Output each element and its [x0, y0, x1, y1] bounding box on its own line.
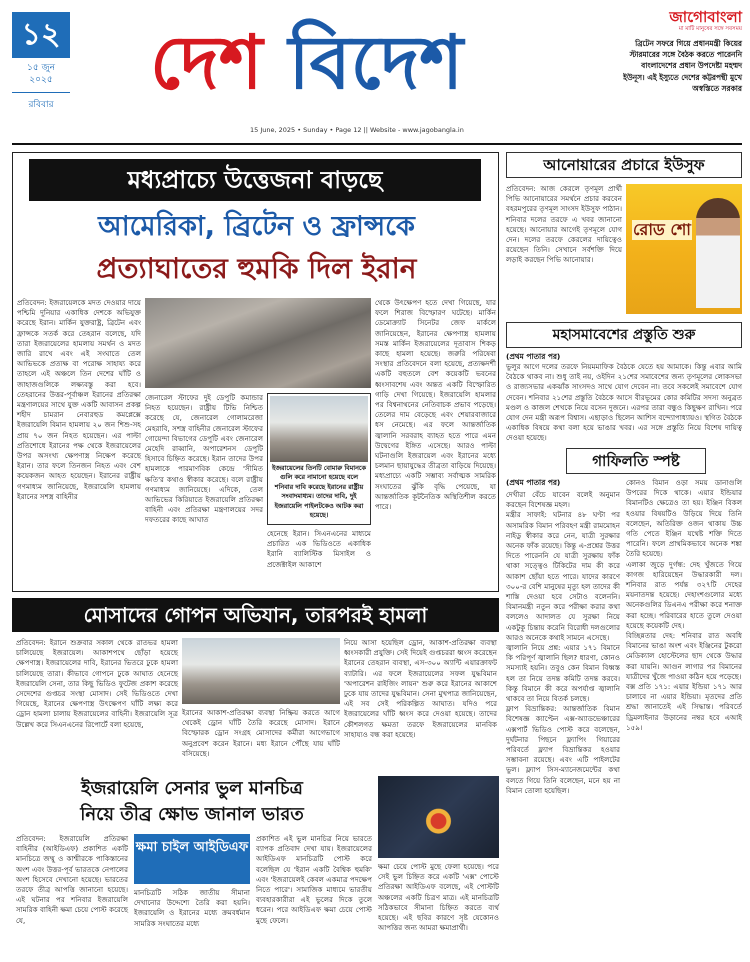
brand-tagline: মা মাটি মানুষের সঙ্গে সবসময় — [678, 26, 742, 32]
lead-headline-1: আমেরিকা, ব্রিটেন ও ফ্রান্সকে — [98, 211, 415, 242]
prep-story — [506, 322, 745, 443]
section-title-left: দেশ — [150, 20, 263, 106]
negligence-subhead: (প্রথম পাতার পর) — [506, 478, 561, 487]
page-number: ১২ — [12, 12, 70, 58]
map-col-2: মানচিত্রটি সঠিক জাতীয় সীমানা দেখানোর উদ্দেশ্যে তৈরি করা হয়নি। ইজরায়েলি ও ইরানের মধ্যে ক্রমবর্ধমান সামরিক সংঘাতের মধ্যে — [134, 888, 253, 928]
anwar-body: প্রতিবেদন: আজ কেরলে তৃণমূল প্রার্থী পিভি আনোয়ারের সমর্থনে প্রচার করবেন বহরমপুরের তৃণমূল সাংসদ ইউসুফ পাঠান। শনিবার দলের তরফে এ খবর জানানো হয়েছে। আনোয়ার আগেই তৃণমূলে যোগ দেন। দলের তরফে কেরলের দায়িত্বেও রয়েছেন তিনি। সেখানে সর্বশক্তি দিয়ে লড়াই করছেন পিভি আনোয়ার। — [506, 184, 625, 265]
poster-text: রোড শো — [633, 220, 691, 239]
mossad-col-2: ইরানের আকাশ-প্রতিরক্ষা ব্যবস্থা নিষ্ক্রিয় করতে আগে থেকেই ড্রোন ঘাঁটি তৈরি করেছে মোসাদ। ইরানে বিস্ফোরক ড্রোন সংগ্রহ মোসাদের কর্মীরা আগেভাগে অনুপ্রবেশ করেন ইরানে। মধ্য ইরানে পৌঁছে যায় ঘাঁটি বসিয়েছে। — [182, 708, 343, 758]
prep-body: ভুলুর আগে দলের তরফে নিয়মমাফিক বৈঠকে যেতে হয় আমাকে। কিন্তু এবার আমি বৈঠকে থাকব না। শুধু তাই নয়, ওইদিন ২১শের সমাবেশের জন্য তৃণমূলের লোকসভা ও রাজ্যসভার একঝাঁক সাংসদও সাথে যোগ দেবেন না। তবে সকলেই সমাবেশে যোগ দেবেন। শনিবার ২১শের প্রস্তুতি বৈঠকে আসে বীরভূমের কোর কমিটির সদস্য অনুব্রত মণ্ডল ও কাজল শেখকে নিয়ে বসেন দুজনে। এরপর তারা বন্ধুও কিছুক্ষণ রাখিন। পরে যোগ দেন মন্ত্রী অরূপ বিশ্বাস। এছাড়াও ছিলেন আশিস বন্দ্যোপাধ্যায়ও। স্থগিত বৈঠকে একাধিক বিষয়ে কথা বলা হয়ে ভাঙার খবর। এর সঙ্গে প্রস্তুতি নিয়ে বিশেষ দায়িত্ব দেওয়া হয়েছে। — [506, 362, 745, 443]
header-rule — [12, 143, 742, 145]
map-image — [378, 776, 499, 858]
map-col-3: প্রকাশিত এই ভুল মানচিত্র নিয়ে ভারতে ব্যাপক প্রতিবাদ দেখা যায়। ইজরায়েলের আইডিএফ মানচিত্রটি পোস্ট করে বলেছিল যে 'ইরান একটি বৈশ্বিক হুমকি' এবং 'ইজরায়েলই কেবল একমাত্র পদক্ষেপ নিতে পারে'। সামাজিক মাধ্যমে ভারতীয় ব্যবহারকারীরা এই ভুলের দিকে তুলে ধরেন। পরে আইডিএফ ক্ষমা চেয়ে পোস্ট মুছে ফেলে। — [256, 834, 375, 925]
prep-headline: মহাসমাবেশের প্রস্তুতি শুরু — [506, 322, 742, 348]
negligence-story — [506, 448, 742, 954]
anwar-headline: আনোয়ারের প্রচারে ইউসুফ — [506, 152, 742, 178]
lead-inset-photo — [270, 396, 368, 462]
mossad-story — [12, 598, 499, 768]
page-number-badge — [12, 12, 70, 116]
lead-inset-caption: ইজরায়েলের তিনটি বোমারু বিমানকে গুলি করে নামানো হয়েছে বলে শনিবার দাবি করেছে ইরানের রাষ্ট্রীয় সংবাদমাধ্যম। তাদের দাবি, দুই ইজরায়েলি পাইলটকেও আটক করা হয়েছে। — [272, 464, 366, 520]
section-title-right: বিদেশ — [288, 20, 464, 106]
brand-block — [604, 8, 742, 34]
map-col-1: প্রতিবেদন: ইজরায়েলি প্রতিরক্ষা বাহিনীর (আইডিএফ) প্রকাশিত একটি মানচিত্রে জম্মু ও কাশ্মীরকে পাকিস্তানের অংশ এবং উত্তর-পূর্ব ভারতকে নেপালের অংশ হিসেবে দেখানো হয়েছে। ভারতের তরফে তীব্র আপত্তি জানানো হয়েছে। এই ঘটনার পর শনিবার ইজরায়েলি সামরিক বাহিনী ক্ষমা চেয়ে পোস্ট করেছে যে, — [16, 834, 131, 925]
map-story — [12, 774, 502, 954]
negligence-col-1: দেখীরা বেঁচে যাবেন বলেই অনুমান করছেন বিশেষজ্ঞ মহল। মন্ত্রীর সাফাই: ঘটনার ৪৮ ঘণ্টা পর অসামরিক বিমান পরিবহণ মন্ত্রী রামমোহন নাইডু স্বীকার করে নেন, যাত্রী সুরক্ষার অনেক ফাঁক রয়েছে। কিন্তু এ-প্রশ্নের উত্তর দিতে পারেননি যে যাত্রী সুরক্ষায় ফাঁক থাকা সত্ত্বেও টিকিটের দাম কী করে আকাশ ছোঁয়া হতে পারে। যাদের কারণে ৩০০-র বেশি মানুষের মৃত্যু হল তাদের কী শাস্তি দেওয়া হবে সেটাও বলেননি। বিমানমন্ত্রী নতুন করে পরীক্ষা করার কথা বললেও আদালত যে সুরক্ষা নিয়ে একটুকু চিন্তায় করেনি বিরোধী দলগুলোর আরও অনেকে কথাই সামনে এসেছে। জ্বালানি নিয়ে প্রশ্ন: এয়ার ১৭১ বিমানে কি পরিপূর্ণ জ্বালানি ছিল? ধারণা, কোনও সমস্যাই হয়নি। তবুও কেন বিমান বিধ্বস্ত হল তা নিয়ে তদন্ত কমিটি তদন্ত করবে। কিন্তু বিমানে কী করে অপর্যাপ্ত জ্বালানি থাকবে তা নিয়ে বিতর্ক চলছে। ফ্লাপ বিভ্রান্তিকর: আন্তর্জাতিক বিমান বিশেষজ্ঞ ক্যাপ্টেন এক্স-অ্যাডভেঞ্চারের এক্সপার্ট ভিডিও পোস্ট করে বলেছেন, দুর্ঘটনার পিছনে ফ্ল্যাপিং গিয়ারের পরিবর্তে ফ্ল্যাপ বিভ্রান্তিকর হওয়ার সম্ভাবনা রয়েছে। এবং এটি পাইলটের ভুল। ফ্ল্যাপ সিস-ম্যানেজমেন্টের কথা বলতে গিয়ে তিনি বলেছেন, মনে হয় না বিমান তোলা হয়েছিল। — [506, 490, 620, 795]
prep-subhead: (প্রথম পাতার পর) — [506, 352, 561, 361]
mossad-headline: মোসাদের গোপন অভিযান, তারপরই হামলা — [12, 598, 499, 632]
lead-col-3: হেনেছে ইরান। সিএনএনের মাধ্যমে প্রচারিত এক ভিডিওতে একাধিক ইরানি ব্যালিস্টিক মিসাইল ও প্রজেক্টাইল আকাশে — [267, 529, 374, 569]
page-date: ১৫ জুন ২০২৫ — [12, 58, 70, 92]
mossad-col-3: নিয়ে আসা হয়েছিল ড্রোন, আকাশ-প্রতিরক্ষা ব্যবস্থা ধ্বংসকারী প্রযুক্তি। সেই দিয়েই গুপ্তচররা ধ্বংস করেছেন ইরানের তেহরান ব্যবস্থা, এস-৩০০ অ্যান্টি এয়ারক্রাফট ব্যাটারি। এর ফলে ইজরায়েলের সফল যুদ্ধবিমান 'অপারেশন রাইজিং লায়ন' শুরু করে ইরানের আকাশে ঢুকে যায় তাদের যুদ্ধবিমান। সেনা মুখপাত্র জানিয়েছেন, এই সব সেই পরিকল্পিত আঘাত। যদিও পরে ইজরায়েলের ঘাঁটি ধ্বংস করে দেওয়া হয়েছে। তাদের কৌশলগত ক্ষমতা তরফে ইজরায়েলের মানবিক সাহায্যও বন্ধ করা হয়েছে। — [344, 638, 500, 739]
lead-photo — [145, 298, 371, 388]
lead-col-1: প্রতিবেদন: ইজরায়েলকে মদত দেওয়ার দায়ে পশ্চিমি দুনিয়ার একাধিক দেশকে অভিযুক্ত করেছে ইরান। মার্কিন যুক্তরাষ্ট্র, ব্রিটেন এবং ফ্রান্সকে সতর্ক করে তেহরান বলেছে, যদি তারা ইজরায়েলের হামলায় সমর্থন ও মদত জারি রাখে এবং এই সংঘাতে তেল আভিভকে প্রত্যক্ষ বা পরোক্ষ সাহায্য করে তাহলে এই অঞ্চলে তিন দেশের ঘাঁটি ও জাহাজগুলিকে লক্ষ্যবস্তু করা হবে। তেহরানের উত্তর-পূর্বাঞ্চল ইরানের প্রতিরক্ষা মন্ত্রণালয়ের সাথে যুক্ত একটি আবাসন প্রকল্প শহীদ চামরান নেবারহুড কমপ্লেক্সে ইজরায়েলি বিমান হামলায় ২০ জন শিশু-সহ প্রায় ৭০ জন নিহত হয়েছেন। এর পাল্টা প্রতিশোধে ইরানের পক্ষ থেকে ইজরায়েলের উপর অসংখ্য ক্ষেপণাস্ত্র নিক্ষেপ করেছে ইরান। তার ফলে তিনজন নিহত এবং বেশ কয়েকজন আহত হয়েছেন। ইরানের রাষ্ট্রীয় গণমাধ্যম জানিয়েছে, ইজরায়েলি হামলায় ইরানের সশস্ত্র বাহিনীর — [17, 298, 144, 501]
negligence-col-2: কোনও বিমান ওড়া সময় ডানাগুলি উপরের দিকে থাকে। এয়ার ইন্ডিয়ার বিমানটিও ক্ষেত্রেও তা হয়। ইঞ্জিন বিকল হওয়ার বিষয়টিও উড়িয়ে দিয়ে তিনি বলেছেন, অতিরিক্ত ওজন থাকায় উচ্চ গতি পেতে ইঞ্জিন যথেষ্ট শক্তি দিতে পারেনি। ফলে প্রাথমিকভাবে অনেক শঙ্কা তৈরি হয়েছে। এলাকা জুড়ে দুর্গন্ধ: দেহ খুঁজতে গিয়ে কাগজ হারিয়েছেন উদ্ধারকারী দল। শনিবার রাত পর্যন্ত ৩২৭টি দেহের ময়নাতদন্ত হয়েছে। দেহাংশগুলোর মধ্যে অনেকগুলির ডিএনএ পরীক্ষা করে শনাক্ত করা হচ্ছে। পরিবারের হাতে তুলে দেওয়া হয়েছে কয়েকটি দেহ। বিচ্ছিন্নতার দেহ: শনিবার রাত অবধি বিমানের ভাঙা অংশ এবং ইঞ্জিনের টুকরো মেডিক্যাল হোস্টেলের ছাদ থেকে উদ্ধার করা যায়নি। আগুন লাগার পর বিমানের যাত্রীদের খুঁজে পাওয়া কঠিন হয়ে পড়েছে। বক্স প্রতি ১৭১: এয়ার ইন্ডিয়া ১৭১ আর চালাবে না এয়ার ইন্ডিয়া। মৃতদের প্রতি শ্রদ্ধা জানাতেই এই সিদ্ধান্ত। পরিবর্তে ড্রিমলাইনার উড়ানের নম্বর হবে এআই ১৫৯। — [626, 478, 742, 732]
lead-story — [12, 152, 499, 592]
lead-kicker: মধ্যপ্রাচ্যে উত্তেজনা বাড়ছে — [29, 159, 481, 201]
anwar-poster — [626, 184, 742, 314]
lead-col-4: থেকে উৎক্ষেপণ হতে দেখা গিয়েছে, যার ফলে শিরাজ বিস্ফোরণ ঘটেছে। মার্কিন ডেমোক্র্যাট সিনেটর জেফ মার্কলে জানিয়েছেন, ইরানের ক্ষেপণাস্ত্র হামলায় সমস্ত মার্কিন ইজরায়েলের দূতাবাস শিকড় কাছে হামলা হয়েছে। জরুরি পরিষেবা সংস্থার প্রতিবেদনে বলা হয়েছে, প্রত্যক্ষদর্শী একটি বহুতলে বেশ কয়েকটি ভবনের ধ্বংসাবশেষ এবং অন্তত একটি বিস্ফোরিত গাড়ি দেখা গিয়েছে। ইজরায়েলি হামলার পর বিশ্বনাথনের নেতিবাচক প্রভাব পড়েছে। তেলের দাম বেড়েছে এবং শেয়ারবাজারে ধস নেমেছে। এর ফলে আন্তর্জাতিক জ্বালানি সরবরাহ ব্যাহত হতে পারে এমন উদ্বেগের ইঙ্গিত এসেছে। আরও পাল্টা ঘটনাগুলি ইজরায়েল এবং ইরানের মধ্যে চলমান ছায়াযুদ্ধের তীব্রতা বাড়িয়ে দিয়েছে। মধ্যপ্রাচ্যে একটি সম্ভাব্য সর্বাত্মক সামরিক সংঘাতের ঝুঁকি বৃদ্ধি পেয়েছে, যা আন্তর্জাতিক কূটনৈতিক অস্থিতিশীল করতে পারে। — [375, 298, 499, 512]
map-headline-2: নিয়ে তীব্র ক্ষোভ জানাল ভারত — [80, 804, 304, 825]
section-title — [150, 8, 520, 118]
negligence-headline: গাফিলতি স্পষ্ট — [566, 448, 706, 474]
map-col-4: ক্ষমা চেয়ে পোস্ট মুছে ফেলা হয়েছে। পরে সেই ভুল চিহ্নিত করে একটি 'এক্স' পোস্টে প্রতিরক্ষা আইডিএফ বলেছে, এই পোস্টটি অঞ্চলের একটি চিত্রণ মাত্র। এই মানচিত্রটি সঠিকভাবে সীমানা চিহ্নিত করতে ব্যর্থ হয়েছে। এই ছবির কারণে সৃষ্ট যেকোনও আপত্তির জন্য আমরা ক্ষমাপ্রার্থী। — [378, 862, 502, 933]
lead-headline-2: প্রত্যাঘাতের হুমকি দিল ইরান — [96, 252, 417, 285]
lead-col-2: জেনারেল স্টাফের দুই ডেপুটি কমান্ডার নিহত হয়েছেন। রাষ্ট্রীয় টিভি নিশ্চিত করেছে যে, জেনারেল গোলামরেজা মেহরাবি, সশস্ত্র বাহিনীর জেনারেল স্টাফের গোয়েন্দা বিভাগের ডেপুটি এবং জেনারেল মেহেদি রাব্বানি, অপারেশনস ডেপুটি হিসাবে চিহ্নিত করেছে। ইরান তাদের উপর হামলাকে পারমাণবিক কেন্দ্রে 'সীমিত ক্ষতি'র কথাও স্বীকার করেছে। বলে রাষ্ট্রীয় গণমাধ্যম জানিয়েছে। এদিকে, তেল আভিভের কিরিয়াতে ইজরায়েলি প্রতিরক্ষা বাহিনী এবং প্রতিরক্ষা মন্ত্রণালয়ের সদর দফতরের কাছে আঘাত — [145, 393, 266, 525]
map-headline-1: ইজরায়েলি সেনার ভুল মানচিত্র — [81, 778, 303, 799]
anwar-story — [506, 152, 742, 316]
map-badge: ক্ষমা চাইল আইডিএফ — [134, 834, 250, 884]
page-day: রবিবার — [12, 92, 70, 117]
top-right-news: ব্রিটেন সফরে গিয়ে প্রধানমন্ত্রী কিয়ের স্টারমারের সঙ্গে বৈঠক করতে পারেননি বাংলাদেশের প্রধান উপদেষ্টা মহম্মদ ইউনূস। এই ইস্যুতে দেশের কট্টরপন্থী মুখে অস্বস্তিতে সরকার — [623, 39, 742, 93]
brand-logo: জাগোবাংলা — [669, 8, 742, 26]
dateline-strip: 15 June, 2025 • Sunday • Page 12 || Website - www.jagobangla.in — [250, 126, 464, 134]
poster-person — [696, 198, 740, 308]
mossad-photo — [182, 638, 340, 704]
lead-inset — [267, 393, 371, 525]
mossad-col-1: প্রতিবেদন: ইরানে শুক্রবার সকাল থেকে রাতভর হামলা চালিয়েছে ইজরায়েল। আকাশপথে ছোঁড়া হয়েছে ক্ষেপণাস্ত্র। ইজরায়েলের দাবি, ইরানের ভিতরে ঢুকে হামলা চালিয়েছে তারা। কীভাবে গোপনে ঢুকে আঘাত হেনেছে ইজরায়েলি সেনা, তার কিছু ভিডিও ফুটেজ প্রকাশ করেছে সেদেশের গুপ্তচর সংস্থা মোসাদ। সেই ভিডিওতে দেখা গিয়েছে, ইরানের ক্ষেপণাস্ত্র উৎক্ষেপণ ঘাঁটি লক্ষ্য করে ড্রোন হামলা চালায় ইজরায়েলের বাহিনী। ইজরায়েলি সূত্র উল্লেখ করে সিএনএনের রিপোর্টে বলা হয়েছে, — [16, 638, 181, 729]
